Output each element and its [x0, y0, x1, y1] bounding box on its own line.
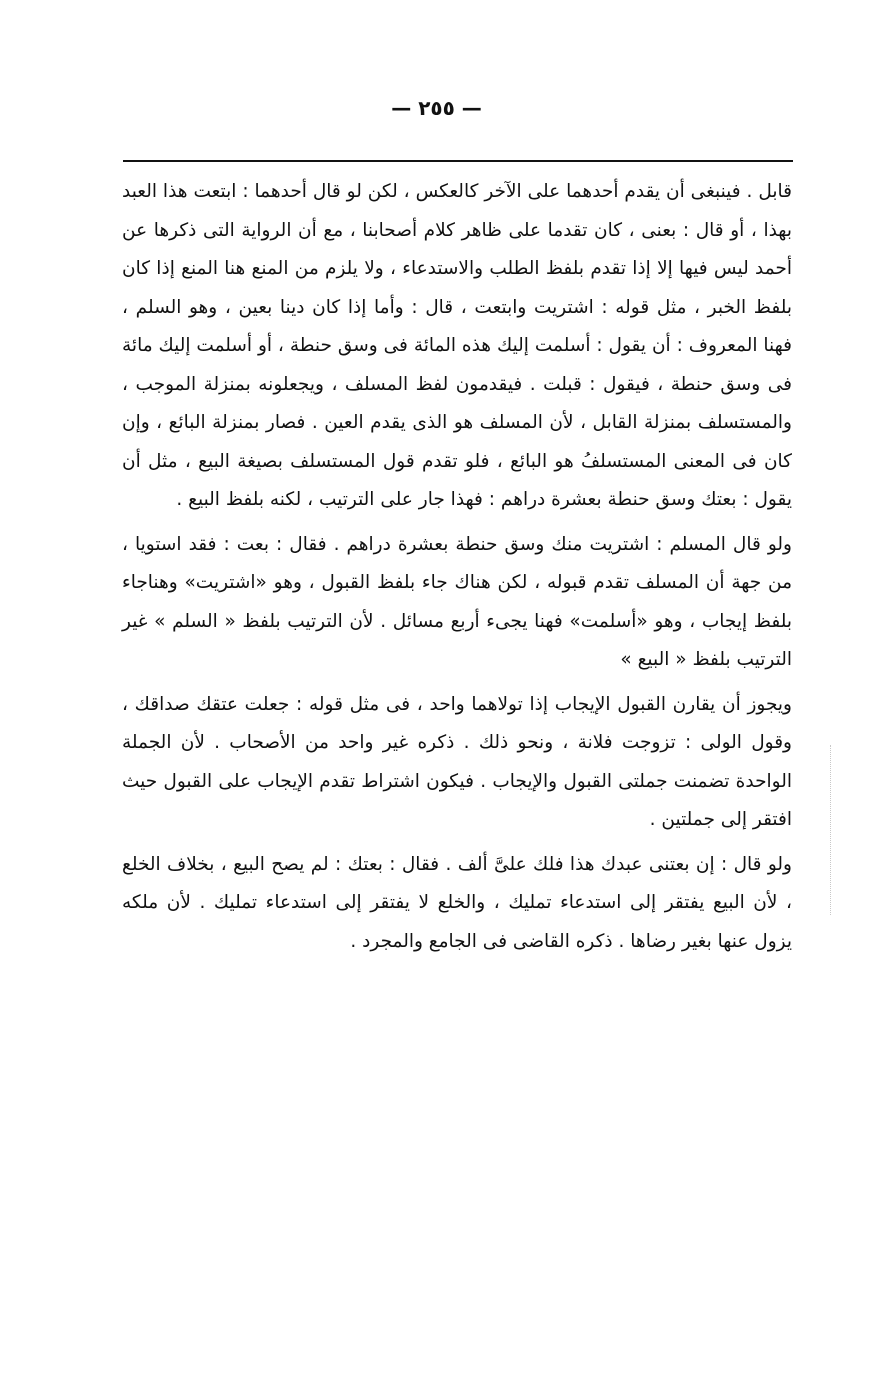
header-rule — [123, 160, 793, 162]
paragraph-1: قابل . فينبغى أن يقدم أحدهما على الآخر كالعكس ، لكن لو قال أحدهما : ابتعت هذا العبد بهذا ، أو قال : بعنى ، كان تقدما على ظاهر كلام أصحابنا ، مع أن الرواية التى ذكرها عن أحمد ليس فيها إلا إذا تقدم بلفظ الطلب والاستدعاء ، ولا يلزم من المنع هنا المنع إذا كان بلفظ الخبر ، مثل قوله : اشتريت وابتعت ، قال : وأما إذا كان دينا بعين ، وهو السلم ، فهنا المعروف : أن يقول : أسلمت إليك هذه المائة فى وسق حنطة ، أو أسلمت إليك مائة فى وسق حنطة ، فيقول : قبلت . فيقدمون لفظ المسلف ، ويجعلونه بمنزلة الموجب ، والمستسلف بمنزلة القابل ، لأن المسلف هو الذى يقدم العين . فصار بمنزلة البائع ، وإن كان فى المعنى المستسلفُ هو البائع ، فلو تقدم قول المستسلف بصيغة البيع ، مثل أن يقول : بعتك وسق حنطة بعشرة دراهم : فهذا جار على الترتيب ، لكنه بلفظ البيع . — [122, 181, 792, 510]
paragraph-4: ولو قال : إن بعتنى عبدك هذا فلك علىَّ ألف . فقال : بعتك : لم يصح البيع ، بخلاف الخلع ، لأن البيع يفتقر إلى استدعاء تمليك ، والخلع لا يفتقر إلى استدعاء تمليك . لأن ملكه يزول عنها بغير رضاها . ذكره القاضى فى الجامع والمجرد . — [122, 853, 792, 952]
paragraph-2: ولو قال المسلم : اشتريت منك وسق حنطة بعشرة دراهم . فقال : بعت : فقد استويا ، من جهة أن المسلف تقدم قبوله ، لكن هناك جاء بلفظ القبول ، وهو «اشتريت» وهناجاء بلفظ إيجاب ، وهو «أسلمت» فهنا يجىء أربع مسائل . لأن الترتيب بلفظ « السلم » غير الترتيب بلفظ « البيع » — [122, 533, 792, 670]
scan-margin-artifact — [830, 745, 831, 915]
paragraph-3: ويجوز أن يقارن القبول الإيجاب إذا تولاهما واحد ، فى مثل قوله : جعلت عتقك صداقك ، وقول الولى : تزوجت فلانة ، ونحو ذلك . ذكره غير واحد من الأصحاب . لأن الجملة الواحدة تضمنت جملتى القبول والإيجاب . فيكون اشتراط تقدم الإيجاب على القبول حيث افتقر إلى جملتين . — [122, 693, 792, 830]
body-text — [122, 173, 792, 967]
page-number: — ٢٥٥ — — [391, 96, 482, 120]
